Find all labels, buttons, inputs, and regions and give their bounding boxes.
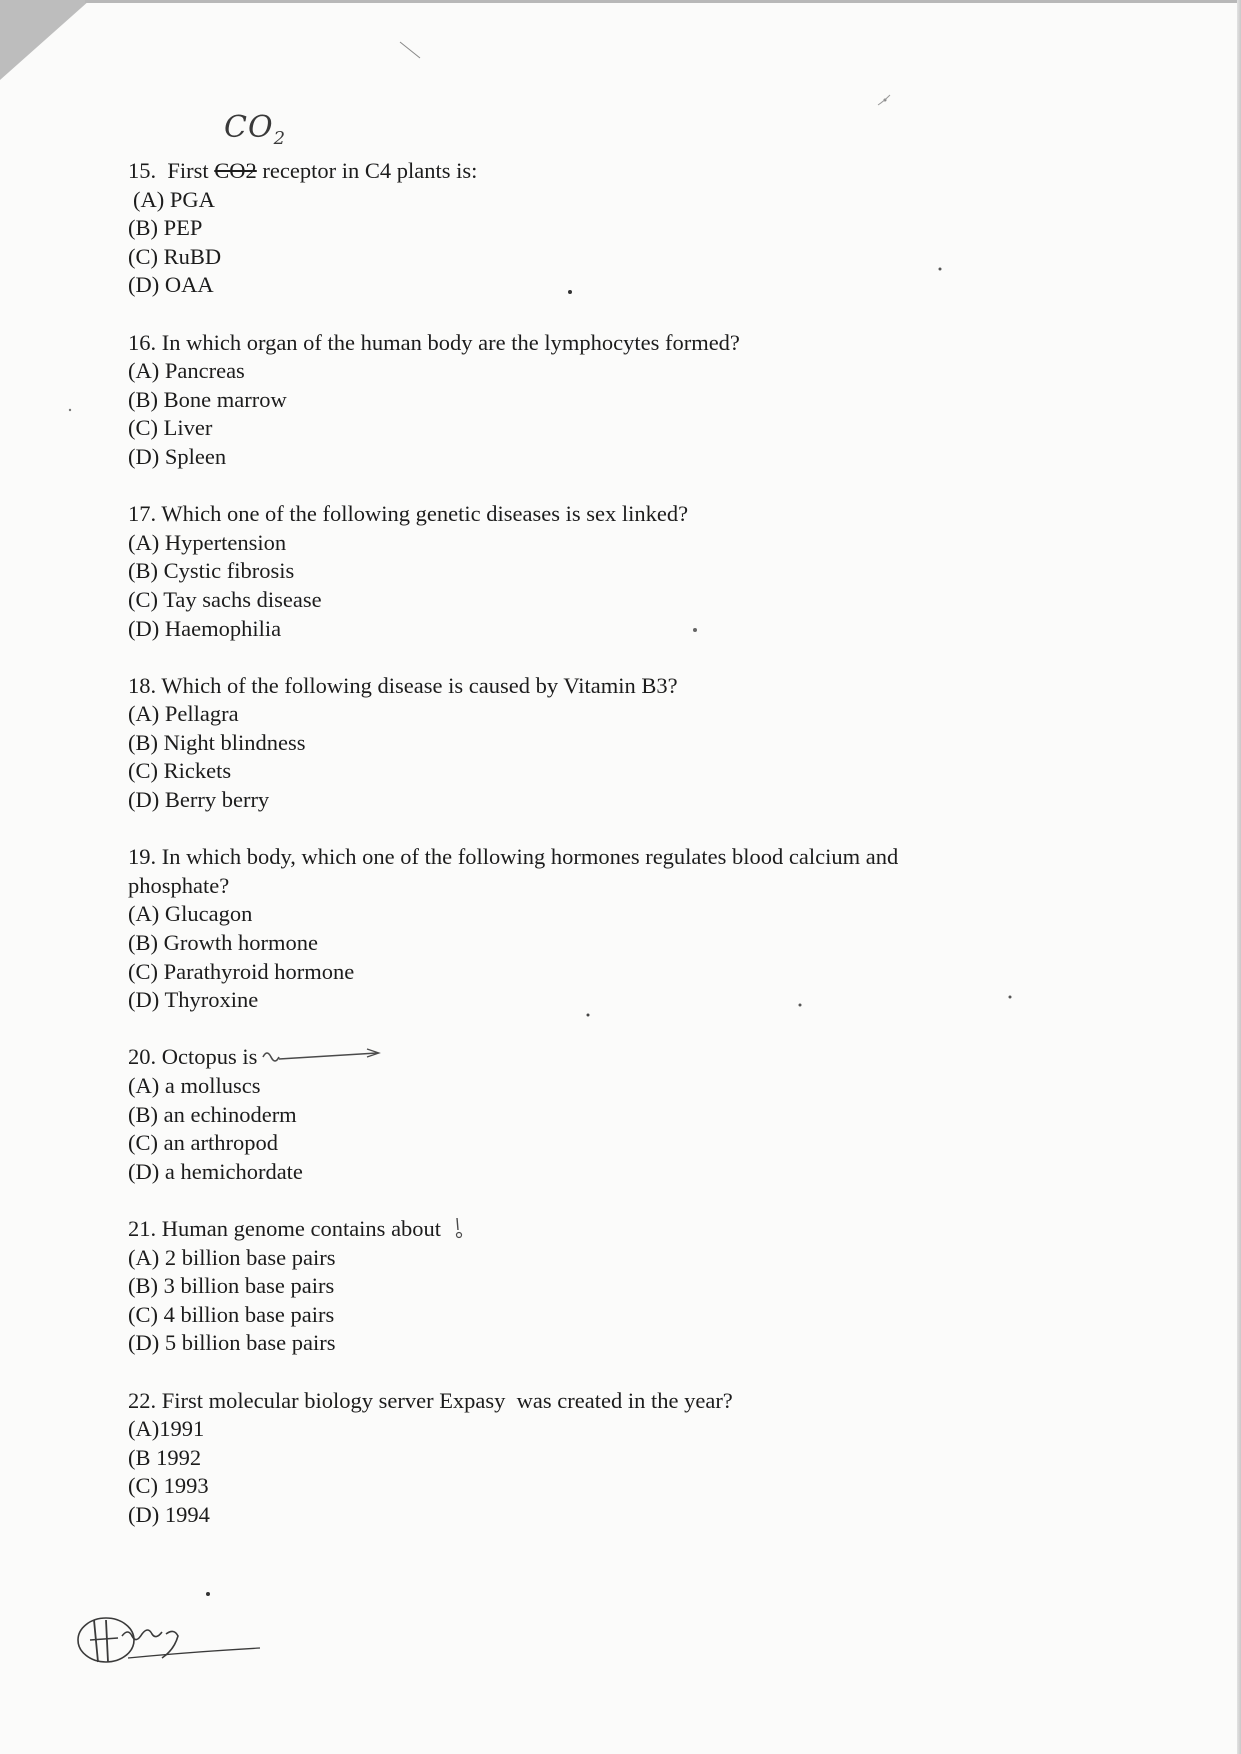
question-stem: 18. Which of the following disease is caused by Vitamin B3? bbox=[128, 672, 678, 698]
option-b: (B) Growth hormone bbox=[128, 930, 318, 956]
handwritten-co2-note: $CO_2$ bbox=[224, 110, 287, 149]
question-17 bbox=[128, 500, 1128, 643]
pencil-tick-mark bbox=[449, 1216, 469, 1240]
option-c: (C) Parathyroid hormone bbox=[128, 958, 355, 984]
option-b: (B) an echinoderm bbox=[128, 1101, 297, 1127]
option-a: (A)1991 bbox=[128, 1416, 205, 1442]
question-18 bbox=[128, 672, 1128, 815]
option-c: (C) RuBD bbox=[128, 243, 222, 269]
option-c: (C) 4 billion base pairs bbox=[128, 1301, 335, 1327]
option-b: (B) Night blindness bbox=[128, 729, 306, 755]
option-d: (D) OAA bbox=[128, 272, 214, 298]
option-b: (B) 3 billion base pairs bbox=[128, 1273, 335, 1299]
question-19 bbox=[128, 843, 1128, 1015]
option-c: (C) Rickets bbox=[128, 758, 232, 784]
option-b: (B) Bone marrow bbox=[128, 386, 287, 412]
struck-word: CO2 bbox=[214, 158, 257, 183]
question-stem: 15. First CO2 receptor in C4 plants is: bbox=[128, 158, 478, 183]
folded-corner bbox=[0, 0, 90, 80]
option-d: (D) Thyroxine bbox=[128, 987, 259, 1013]
question-stem: 21. Human genome contains about bbox=[128, 1215, 1128, 1244]
question-stem-line-2: phosphate? bbox=[128, 872, 230, 898]
option-b: (B 1992 bbox=[128, 1444, 202, 1470]
pen-arrow-mark bbox=[259, 1045, 389, 1067]
question-stem: 16. In which organ of the human body are the lymphocytes formed? bbox=[128, 329, 740, 355]
option-b: (B) Cystic fibrosis bbox=[128, 558, 295, 584]
question-list bbox=[128, 157, 1128, 1558]
option-c: (C) Liver bbox=[128, 415, 213, 441]
option-d: (D) Spleen bbox=[128, 443, 227, 469]
option-d: (D) a hemichordate bbox=[128, 1158, 303, 1184]
option-c: (C) Tay sachs disease bbox=[128, 586, 322, 612]
question-21 bbox=[128, 1215, 1128, 1358]
question-stem: 22. First molecular biology server Expasy was created in the year? bbox=[128, 1387, 733, 1413]
option-a: (A) a molluscs bbox=[128, 1073, 261, 1098]
page-right-edge bbox=[1237, 0, 1241, 1754]
option-a: (A) Pellagra bbox=[128, 701, 239, 727]
question-16 bbox=[128, 329, 1128, 472]
option-c: (C) an arthropod bbox=[128, 1130, 278, 1156]
question-stem: 20. Octopus is bbox=[128, 1043, 1128, 1072]
option-d: (D) Berry berry bbox=[128, 787, 270, 813]
option-d: (D) 1994 bbox=[128, 1501, 210, 1527]
question-stem: 17. Which one of the following genetic diseases is sex linked? bbox=[128, 501, 689, 527]
option-b: (B) PEP bbox=[128, 215, 203, 241]
question-20 bbox=[128, 1043, 1128, 1186]
question-22 bbox=[128, 1387, 1128, 1530]
option-a: (A) Glucagon bbox=[128, 901, 253, 927]
option-d: (D) 5 billion base pairs bbox=[128, 1330, 336, 1356]
handwritten-signature bbox=[70, 1600, 270, 1680]
question-stem-line-1: 19. In which body, which one of the following hormones regulates blood calcium and bbox=[128, 844, 899, 870]
option-a: (A) Hypertension bbox=[128, 529, 287, 555]
option-d: (D) Haemophilia bbox=[128, 615, 282, 641]
option-c: (C) 1993 bbox=[128, 1473, 209, 1499]
option-a: (A) Pancreas bbox=[128, 358, 245, 384]
option-a: (A) 2 billion base pairs bbox=[128, 1244, 336, 1270]
option-a: (A) PGA bbox=[133, 186, 215, 212]
question-15 bbox=[128, 157, 1128, 300]
page-top-edge bbox=[85, 0, 1241, 3]
